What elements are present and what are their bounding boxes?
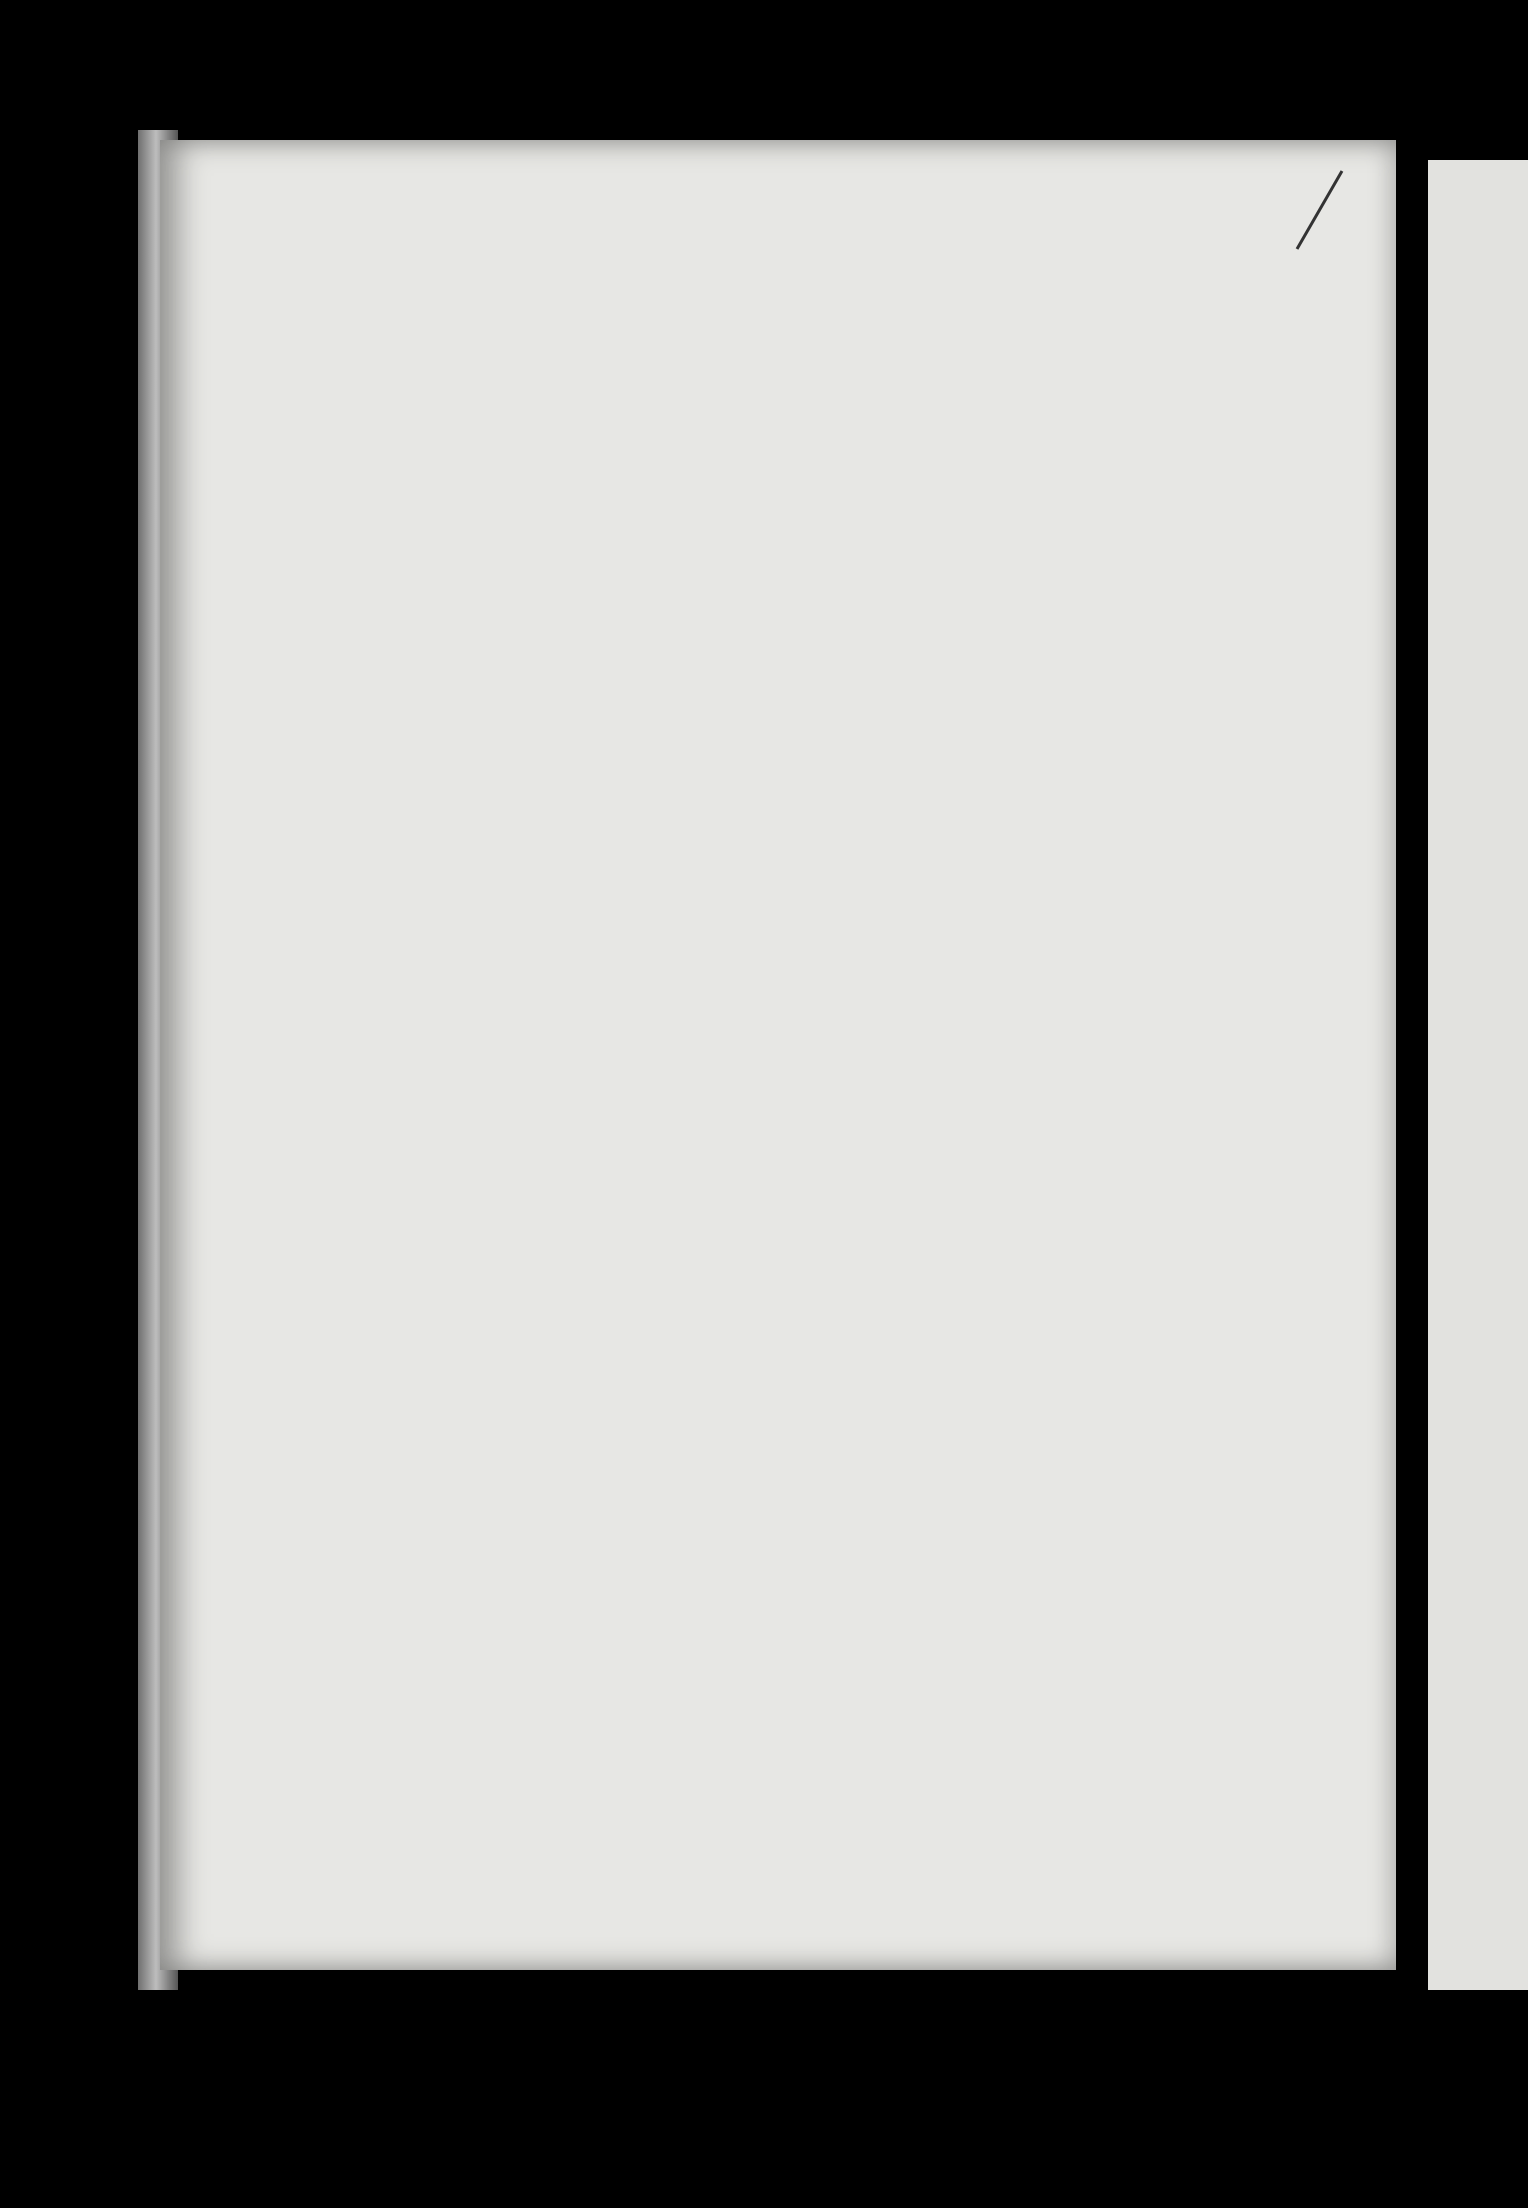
- book-page: [160, 140, 1396, 1970]
- adjacent-page: [1428, 160, 1528, 1990]
